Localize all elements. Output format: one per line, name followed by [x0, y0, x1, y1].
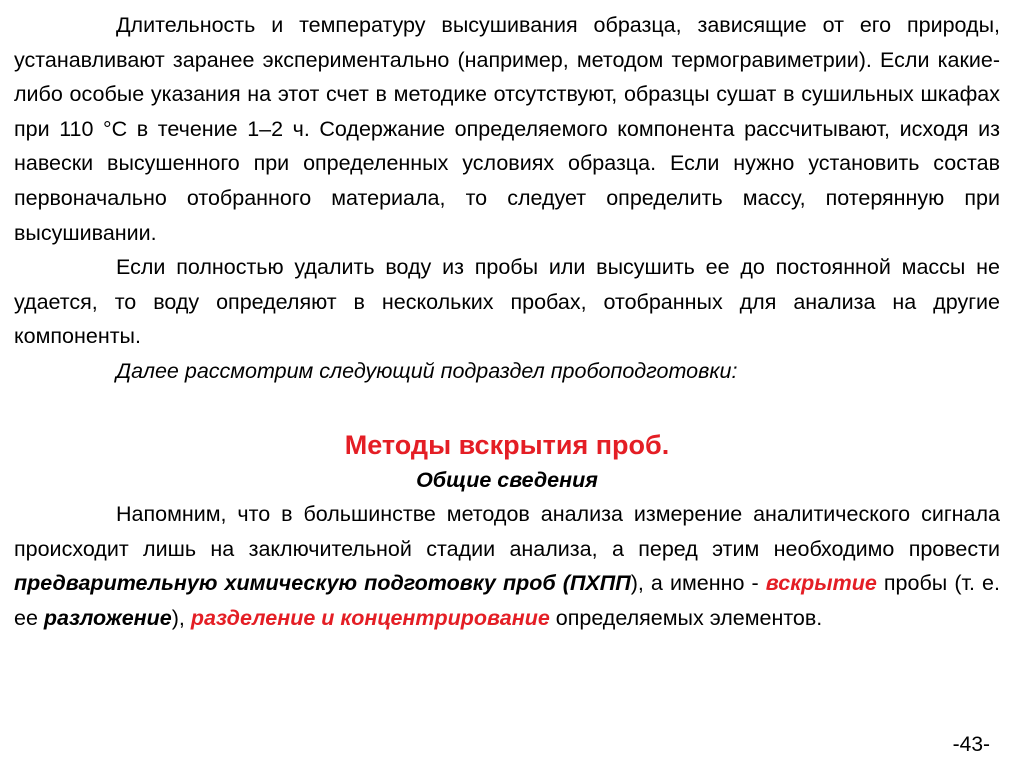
- text-segment: пробы (т. е. ее: [14, 571, 1000, 630]
- text-segment: ), а именно -: [630, 571, 766, 596]
- term-pre-chemical-preparation: предварительную химическую подготовку проб (ПХПП: [14, 571, 631, 596]
- text-segment: Напомним, что в большинстве методов анализа измерение аналитического сигнала происходит лишь на заключительной стадии анализа, а перед этим необходимо провести: [14, 502, 1000, 561]
- lead-in-text: Далее рассмотрим следующий подраздел пробоподготовки:: [116, 358, 738, 383]
- paragraph-drying: Длительность и температуру высушивания образца, зависящие от его природы, устанавливают заранее экспериментально (например, методом термогравиметрии). Если какие-либо особые указания на этот счет в методике отсутствуют, образцы сушат в сушильных шкафах при 110 °С в течение 1–2 ч. Содержание определяемого компонента рассчитывают, исходя из навески высушенного при определенных условиях образца. Если нужно установить состав первоначально отобранного материала, то следует определить массу, потерянную при высушивании.: [14, 13, 1000, 245]
- term-decomposition: разложение: [43, 605, 172, 630]
- page-number: -43-: [952, 733, 990, 756]
- slide-content: [14, 8, 1000, 636]
- section-title: Методы вскрытия проб.: [344, 430, 670, 461]
- term-separation-concentration: разделение и концентрирование: [190, 605, 550, 630]
- text-segment: определяемых элементов.: [549, 605, 823, 630]
- text-segment: ),: [171, 605, 191, 630]
- paragraph-water-determination: Если полностью удалить воду из пробы или высушить ее до постоянной массы не удается, то воду определяют в нескольких пробах, отобранных для анализа на другие компоненты.: [14, 255, 1000, 349]
- term-opening: вскрытие: [765, 571, 877, 596]
- section-subtitle: Общие сведения: [416, 468, 598, 493]
- paragraph-sample-preparation: [14, 497, 1000, 635]
- spacer: [14, 389, 1000, 424]
